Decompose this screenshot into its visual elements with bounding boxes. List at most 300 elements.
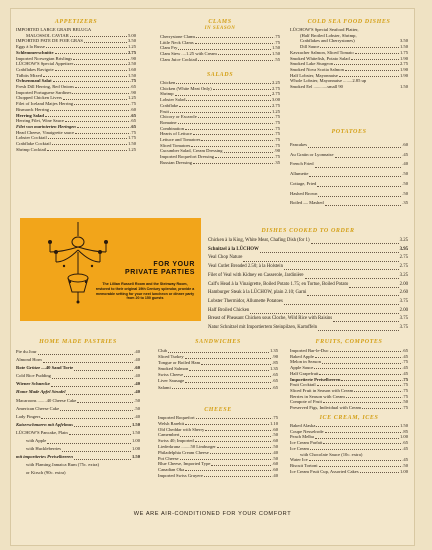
ice-cream-list bbox=[290, 423, 408, 474]
dot-leader bbox=[41, 413, 133, 420]
menu-item-price: 1.35 bbox=[269, 348, 278, 353]
dot-leader bbox=[318, 324, 398, 331]
fruits-title: FRUITS, COMPOTES bbox=[315, 339, 383, 345]
menu-item-price: 2.60 bbox=[399, 290, 408, 296]
menu-item-name: Fresh Dill Herring, Red Onions bbox=[16, 84, 75, 90]
menu-item-name: Imported Norwegian Brislings bbox=[16, 55, 73, 61]
dot-leader bbox=[77, 397, 133, 404]
menu-item bbox=[208, 289, 408, 298]
dot-leader bbox=[260, 246, 399, 253]
menu-item-price: .40 bbox=[402, 161, 408, 167]
dot-leader bbox=[311, 237, 399, 244]
menu-item-price: .75 bbox=[402, 359, 408, 365]
dot-leader bbox=[92, 27, 135, 31]
menu-item bbox=[16, 445, 140, 453]
menu-item-name: Club bbox=[158, 348, 167, 353]
menu-item-name: Ice Cream bbox=[290, 445, 310, 451]
dot-leader bbox=[284, 298, 399, 305]
menu-item-name: Swiss 40; Imported bbox=[158, 438, 194, 444]
menu-item-price: .40 bbox=[134, 373, 140, 379]
menu-item-price: .65 bbox=[130, 118, 136, 124]
menu-item-name: Biscuit Tortoni bbox=[290, 462, 318, 468]
menu-item bbox=[16, 397, 140, 405]
menu-item-price: 2.75 bbox=[399, 255, 408, 261]
menu-item-name: Chicken bbox=[160, 80, 176, 85]
menu-item-price: .65 bbox=[272, 378, 278, 384]
menu-item bbox=[208, 254, 408, 263]
menu-item bbox=[16, 405, 140, 413]
menu-item-name: Macaroons ........40 Cheese Cake bbox=[16, 397, 77, 403]
dot-leader bbox=[172, 385, 271, 390]
cooked-title: DISHES COOKED TO ORDER bbox=[261, 228, 355, 234]
pastries-list bbox=[16, 348, 140, 478]
menu-item-price: .40 bbox=[134, 413, 140, 419]
menu-item-name: Combination bbox=[160, 125, 184, 131]
dot-leader bbox=[55, 50, 127, 54]
menu-item bbox=[290, 405, 408, 411]
menu-item-price: 3.25 bbox=[399, 238, 408, 243]
dot-leader bbox=[100, 461, 139, 468]
menu-item-name: Lobster Cocktail bbox=[16, 135, 47, 141]
menu-item-price: .75 bbox=[274, 125, 280, 131]
menu-item-name: IMPORTED PATE DE FOIE GRAS bbox=[16, 38, 83, 44]
pastries-title: HOME MADE PASTRIES bbox=[39, 339, 117, 345]
menu-item-price: .75 bbox=[402, 376, 408, 382]
menu-item bbox=[16, 372, 140, 380]
dot-leader bbox=[360, 469, 399, 473]
dot-leader bbox=[198, 114, 274, 118]
menu-item-name: Crabflake bbox=[160, 102, 179, 108]
menu-item-name: Boiled — Mashed bbox=[290, 200, 324, 206]
dot-leader bbox=[185, 378, 271, 383]
menu-item-name: Chopped Chicken Livers bbox=[16, 95, 62, 101]
dot-leader bbox=[60, 405, 133, 412]
menu-item-price: .55 bbox=[274, 56, 280, 62]
menu-item-name: Swiss Cheese bbox=[158, 372, 184, 378]
menu-item-name: Welsh Rarebit bbox=[158, 420, 185, 426]
dot-leader bbox=[315, 434, 399, 438]
menu-item-name: Hamburger Steak à la LÜCHOW, plain 2.10; Garni bbox=[208, 290, 307, 296]
menu-item-name: Veal Chop Nature bbox=[208, 255, 243, 261]
dot-leader bbox=[323, 440, 401, 444]
menu-item-price: 5.00 bbox=[127, 32, 136, 38]
dot-leader bbox=[74, 101, 129, 105]
potatoes-list bbox=[290, 140, 408, 208]
dot-leader bbox=[305, 272, 399, 279]
menu-item-name: Smoked Lake Sturgeon bbox=[290, 61, 334, 67]
menu-item-price: .75 bbox=[274, 39, 280, 45]
menu-item-name: Half Broiled Chicken bbox=[208, 307, 250, 313]
menu-item-price: 1.00 bbox=[399, 434, 408, 440]
dot-leader bbox=[346, 394, 401, 398]
menu-item-price: 1.50 bbox=[399, 423, 408, 428]
menu-item-price: 1.10 bbox=[269, 420, 278, 426]
menu-item-name: Calf's Head à la Vinaigrette, Boiled Potato 1.75; en Tortue, Boiled Potato bbox=[208, 281, 349, 287]
menu-item-price: 2.00 bbox=[399, 307, 408, 313]
dot-leader bbox=[319, 371, 401, 375]
menu-item-name: Romaine bbox=[160, 119, 177, 125]
menu-item-name: Clam Stew ....1.25 with Cream bbox=[160, 51, 217, 57]
menu-item-price: 1.60 bbox=[127, 66, 136, 72]
sandwiches-list bbox=[158, 348, 278, 391]
menu-item-price: 3.75 bbox=[399, 316, 408, 322]
dot-leader bbox=[284, 263, 399, 270]
menu-item-name: Hashed Brown bbox=[290, 190, 318, 196]
clams-subtitle: IN SEASON bbox=[204, 26, 236, 31]
menu-item bbox=[160, 57, 280, 63]
menu-item bbox=[290, 84, 408, 90]
menu-item-name: Fruit Cocktail bbox=[290, 382, 316, 388]
menu-item-price: 2.75 bbox=[127, 49, 136, 55]
menu-item-price: .45 bbox=[402, 370, 408, 376]
menu-item-price: .50 bbox=[402, 180, 408, 186]
dot-leader bbox=[243, 254, 398, 261]
menu-item-price: .50 bbox=[402, 190, 408, 196]
dot-leader bbox=[355, 50, 399, 54]
menu-item-price: .65 bbox=[402, 348, 408, 353]
menu-item-price: 1.90 bbox=[399, 55, 408, 61]
menu-item-name: Importierte Preiselbeeren bbox=[290, 376, 341, 382]
menu-item-name: Schnitzel à la LÜCHOW bbox=[208, 246, 259, 252]
dot-leader bbox=[330, 348, 402, 352]
menu-item bbox=[290, 469, 408, 475]
menu-item bbox=[208, 307, 408, 316]
menu-item-name: LÜCHOW'S Special Appetizer bbox=[16, 61, 74, 67]
menu-item-name: Filet of Veal with Kidney en Casserole, Jardinière bbox=[208, 272, 304, 278]
menu-item-price: .60 bbox=[130, 106, 136, 112]
dot-leader bbox=[358, 33, 407, 37]
menu-item bbox=[16, 413, 140, 421]
dot-leader bbox=[341, 377, 401, 381]
dot-leader bbox=[325, 198, 402, 206]
dot-leader bbox=[74, 453, 131, 460]
menu-item-name: Cottage, Fried bbox=[290, 180, 317, 186]
dot-leader bbox=[316, 423, 399, 427]
promo-text: The Lillian Russell Room and the Steinway Room, restored to their original 19th Century splendor, provide a memorable setting for your next luncheon or dinner party from 20 to 150 guests bbox=[95, 282, 195, 301]
dot-leader bbox=[307, 289, 398, 296]
menu-item-name: Almond Horn bbox=[16, 357, 42, 363]
menu-item-price: .60 bbox=[272, 438, 278, 444]
menu-item-name: Cherrystone Clams bbox=[160, 34, 196, 39]
menu-item-name: Chicken (White Meat Only) bbox=[160, 85, 212, 91]
dot-leader bbox=[339, 73, 399, 77]
menu-item-name: French Fried bbox=[290, 161, 314, 167]
menu-item-name: Herring Salad bbox=[16, 112, 44, 118]
cold-sea-food-list bbox=[290, 27, 408, 90]
dot-leader bbox=[185, 354, 272, 359]
dot-leader bbox=[345, 67, 399, 71]
promo-title-line1: FOR YOUR bbox=[153, 261, 195, 268]
dot-leader bbox=[317, 382, 402, 386]
cold-sea-food-title: COLD SEA FOOD DISHES bbox=[307, 19, 391, 25]
dot-leader bbox=[70, 33, 127, 37]
menu-item-name: Lobster Thermidor, Allumette Potatoes bbox=[208, 298, 283, 304]
dot-leader bbox=[65, 118, 129, 122]
menu-item-price: .60 bbox=[402, 142, 408, 147]
menu-item-name: Head Cheese, Vinaigrette sauce bbox=[16, 129, 75, 135]
menu-item-price: 1.50 bbox=[399, 44, 408, 50]
dot-leader bbox=[362, 405, 401, 409]
dot-leader bbox=[323, 399, 401, 403]
menu-item-price: 1.00 bbox=[131, 438, 140, 444]
dot-leader bbox=[195, 438, 272, 442]
menu-item-name: Tidbits Mixed bbox=[16, 72, 42, 78]
menu-item-price: .45 bbox=[402, 353, 408, 359]
dot-leader bbox=[180, 456, 272, 460]
dot-leader bbox=[205, 427, 271, 431]
menu-item-price: .45 bbox=[402, 365, 408, 371]
footer-note: WE ARE AIR-CONDITIONED FOR YOUR COMFORT bbox=[133, 511, 292, 517]
dot-leader bbox=[224, 148, 274, 152]
dot-leader bbox=[73, 56, 129, 60]
dot-leader bbox=[189, 366, 269, 371]
menu-item bbox=[158, 385, 278, 391]
dot-leader bbox=[48, 135, 127, 139]
menu-item-price: .85 bbox=[402, 428, 408, 434]
menu-item-name: Imported Swiss Gruyere bbox=[158, 472, 203, 478]
dot-leader bbox=[75, 130, 129, 134]
dot-leader bbox=[195, 40, 274, 44]
menu-item-name: Shrimp Cocktail bbox=[16, 146, 47, 152]
menu-item-price: .45 bbox=[402, 457, 408, 463]
menu-item-price: .75 bbox=[274, 114, 280, 120]
menu-item-price: .60 bbox=[272, 461, 278, 467]
menu-item-name: Cucumber Salad, Cream Dressing bbox=[160, 148, 223, 154]
menu-item-name: Canadian Oka bbox=[158, 467, 185, 473]
menu-item-price: .75 bbox=[402, 393, 408, 399]
menu-item-price: 1.50 bbox=[131, 421, 140, 427]
menu-item bbox=[290, 189, 408, 199]
dot-leader bbox=[38, 348, 134, 355]
dot-leader bbox=[179, 103, 271, 107]
dot-leader bbox=[74, 421, 131, 428]
menu-item-name: Liver Sausage bbox=[158, 378, 185, 384]
menu-item-name: mit importiertes Preiselbeeren bbox=[16, 454, 73, 460]
menu-item-name: Veal Cutlet Breaded 2.50; à la Holstein bbox=[208, 264, 283, 270]
dot-leader bbox=[334, 61, 399, 65]
dot-leader bbox=[43, 73, 127, 77]
menu-item-price: 1.00 bbox=[131, 446, 140, 452]
menu-item-name: Smoked Salmon bbox=[158, 366, 189, 372]
dot-leader bbox=[185, 467, 271, 471]
menu-item-price: .50 bbox=[402, 171, 408, 177]
menu-item-name: Russian Dressing bbox=[160, 159, 193, 165]
menu-item-name: Imported Bar-le-Duc bbox=[290, 348, 329, 353]
menu-item-price: .90 bbox=[130, 89, 136, 95]
dot-leader bbox=[193, 131, 273, 135]
dot-leader bbox=[47, 147, 127, 151]
menu-item-name: Lettuce and Tomatoes bbox=[160, 137, 201, 143]
menu-item-name: Berries in Season with Cream bbox=[290, 393, 345, 399]
menu-item-name: Fruit bbox=[160, 108, 169, 114]
dot-leader bbox=[180, 432, 271, 436]
menu-item-name: Tongue or Boiled Ham bbox=[158, 360, 201, 366]
dot-leader bbox=[325, 429, 402, 433]
menu-item-name: Lady Fingers bbox=[16, 413, 41, 419]
clams-title: CLAMS bbox=[208, 19, 232, 25]
menu-item-price: .45 bbox=[402, 445, 408, 451]
menu-item bbox=[16, 364, 140, 372]
menu-item-name: Shrimp bbox=[160, 91, 174, 97]
menu-item-price: .75 bbox=[402, 405, 408, 411]
cooked-list bbox=[208, 237, 408, 333]
menu-item bbox=[290, 159, 408, 169]
dot-leader bbox=[201, 360, 271, 365]
menu-item-name: Hearts of Lettuce bbox=[160, 131, 192, 137]
dot-leader bbox=[74, 61, 127, 65]
menu-item-price: 3.95 bbox=[399, 246, 408, 252]
menu-item-name: Smoked Eel ............small 90 bbox=[290, 84, 343, 90]
dot-leader bbox=[215, 154, 273, 158]
dot-leader bbox=[185, 421, 269, 425]
menu-item-price: .40 bbox=[272, 472, 278, 478]
menu-item bbox=[290, 198, 408, 208]
dot-leader bbox=[320, 44, 399, 48]
menu-item-name: (Half Broiled Lobster, Shrimp, bbox=[300, 32, 357, 38]
potatoes-title: POTATOES bbox=[331, 129, 367, 135]
menu-item-price: .75 bbox=[274, 34, 280, 39]
menu-item-price: 1.90 bbox=[399, 66, 408, 72]
menu-item-name: LÜCHOW'S Pancake, Plain bbox=[16, 429, 68, 435]
menu-item bbox=[16, 461, 140, 469]
dot-leader bbox=[47, 437, 131, 444]
dot-leader bbox=[191, 143, 273, 147]
private-parties-promo bbox=[20, 218, 201, 321]
dot-leader bbox=[63, 95, 127, 99]
dot-leader bbox=[319, 463, 402, 467]
menu-item bbox=[16, 469, 140, 477]
menu-item-price: 1.35 bbox=[269, 366, 278, 372]
menu-item-price: 3.75 bbox=[399, 325, 408, 331]
menu-item-price: 1.75 bbox=[399, 49, 408, 55]
menu-item-name: Sliced Turkey bbox=[158, 354, 184, 360]
menu-item-price: 1.00 bbox=[399, 468, 408, 474]
salads-list bbox=[160, 80, 280, 166]
menu-item bbox=[208, 237, 408, 246]
dot-leader bbox=[204, 473, 271, 477]
menu-item-name: Filet of Iceland Matjes Herring bbox=[16, 101, 74, 107]
menu-item-price: .60 bbox=[272, 426, 278, 432]
appetizers-list bbox=[16, 27, 136, 152]
menu-item-name: with Huckleberries bbox=[26, 446, 62, 452]
menu-item-price: 2.00 bbox=[399, 281, 408, 287]
menu-item-price: .75 bbox=[274, 131, 280, 137]
menu-item-price: 1.25 bbox=[271, 108, 280, 114]
menu-item-name: Herring Filet, Wine Sauce bbox=[16, 118, 64, 124]
menu-item-price: 1.50 bbox=[271, 45, 280, 51]
dot-leader bbox=[310, 446, 401, 450]
menu-item-name: Camembert bbox=[158, 432, 180, 438]
menu-item-price: 1.50 bbox=[131, 429, 140, 435]
menu-item bbox=[290, 150, 408, 160]
menu-item-name: Lobster Salad bbox=[160, 97, 186, 103]
menu-item-price: .65 bbox=[272, 384, 278, 390]
menu-item-price: 1.50 bbox=[271, 51, 280, 57]
menu-item-price: .75 bbox=[130, 129, 136, 135]
menu-item-price: .40 bbox=[272, 449, 278, 455]
menu-item-price: 1.50 bbox=[131, 454, 140, 460]
menu-item-name: Pot Cheese bbox=[158, 455, 179, 461]
menu-item bbox=[208, 281, 408, 290]
dot-leader bbox=[184, 372, 271, 377]
menu-item-name: Apple Sauce bbox=[290, 365, 314, 371]
sandwiches-title: SANDWICHES bbox=[195, 339, 241, 345]
menu-item-price: .40 bbox=[134, 349, 140, 354]
menu-item-price: .65 bbox=[402, 440, 408, 446]
menu-item bbox=[290, 140, 408, 150]
menu-item-price: .40 bbox=[134, 381, 140, 387]
dot-leader bbox=[170, 109, 271, 113]
menu-item-name: Water Ice bbox=[290, 457, 308, 463]
menu-item-price: .65 bbox=[130, 123, 136, 129]
menu-item-price: .85 bbox=[272, 360, 278, 366]
menu-item-price: .45 bbox=[402, 151, 408, 157]
menu-item-name: Philadelphia Cream Cheese bbox=[158, 449, 209, 455]
menu-item-name: Crabflakes Ravigote bbox=[16, 66, 54, 72]
menu-item-name: Sliced Tomatoes bbox=[160, 142, 191, 148]
menu-item-price: 3.25 bbox=[399, 272, 408, 278]
dot-leader bbox=[344, 84, 399, 88]
menu-item-name: Peach Melba bbox=[290, 434, 314, 440]
menu-item-name: with Flaming Jamaica Rum (75c. extra) bbox=[26, 462, 99, 468]
menu-item bbox=[290, 169, 408, 179]
menu-item-price: .35 bbox=[402, 200, 408, 206]
dot-leader bbox=[218, 51, 271, 55]
menu-item-price: .35 bbox=[274, 159, 280, 165]
menu-item-price: 1.25 bbox=[127, 95, 136, 101]
menu-item-name: Allumette bbox=[290, 171, 309, 177]
menu-item-price: .65 bbox=[130, 112, 136, 118]
menu-item-price: .75 bbox=[274, 154, 280, 160]
menu-item-name: Crabflakes and Cherrystones) bbox=[300, 38, 355, 44]
dot-leader bbox=[315, 354, 401, 358]
menu-item-name: with Apple bbox=[26, 438, 47, 444]
dot-leader bbox=[211, 461, 271, 465]
menu-item-name: or Kirsch (90c. extra) bbox=[26, 470, 66, 476]
menu-item bbox=[208, 298, 408, 307]
dot-leader bbox=[308, 140, 401, 148]
menu-item bbox=[16, 421, 140, 429]
menu-item-name: Imported Portuguese Sardines bbox=[16, 89, 72, 95]
menu-item-name: Ice Cream Fruit Cup, Assorted Cakes bbox=[290, 468, 359, 474]
menu-item-name: IMPORTED LARGE GRAIN BELUGA bbox=[16, 27, 92, 32]
menu-page bbox=[10, 8, 415, 546]
dot-leader bbox=[356, 38, 399, 42]
menu-item bbox=[158, 473, 278, 479]
menu-item-price: .90 bbox=[272, 354, 278, 360]
menu-item-price: 1.75 bbox=[127, 135, 136, 141]
menu-item-price: 3.00 bbox=[271, 97, 280, 103]
menu-item-price: 1.90 bbox=[399, 72, 408, 78]
menu-item-name: Preserved Figs, Individual with Cream bbox=[290, 405, 362, 411]
menu-item-price: .40 bbox=[134, 357, 140, 363]
dot-leader bbox=[67, 469, 139, 476]
menu-item-price: .65 bbox=[130, 84, 136, 90]
dot-leader bbox=[193, 160, 273, 164]
menu-item-name: Compote of Fruit bbox=[290, 399, 322, 405]
menu-item-name: Sliced Fruit in Season with Cream bbox=[290, 387, 354, 393]
dot-leader bbox=[333, 315, 398, 322]
menu-item-name: Pie du Jour bbox=[16, 349, 37, 354]
menu-item-name: Smoked Whitefish, Potato Salad bbox=[290, 55, 350, 61]
menu-item-price: .75 bbox=[274, 137, 280, 143]
menu-item-name: Ice Cream Parfait bbox=[290, 440, 323, 446]
menu-item bbox=[290, 179, 408, 189]
dot-leader bbox=[46, 44, 127, 48]
menu-item-name: Ochsenmaul Salat bbox=[16, 78, 52, 84]
dot-leader bbox=[315, 159, 402, 167]
menu-item-price: .50 bbox=[272, 443, 278, 449]
